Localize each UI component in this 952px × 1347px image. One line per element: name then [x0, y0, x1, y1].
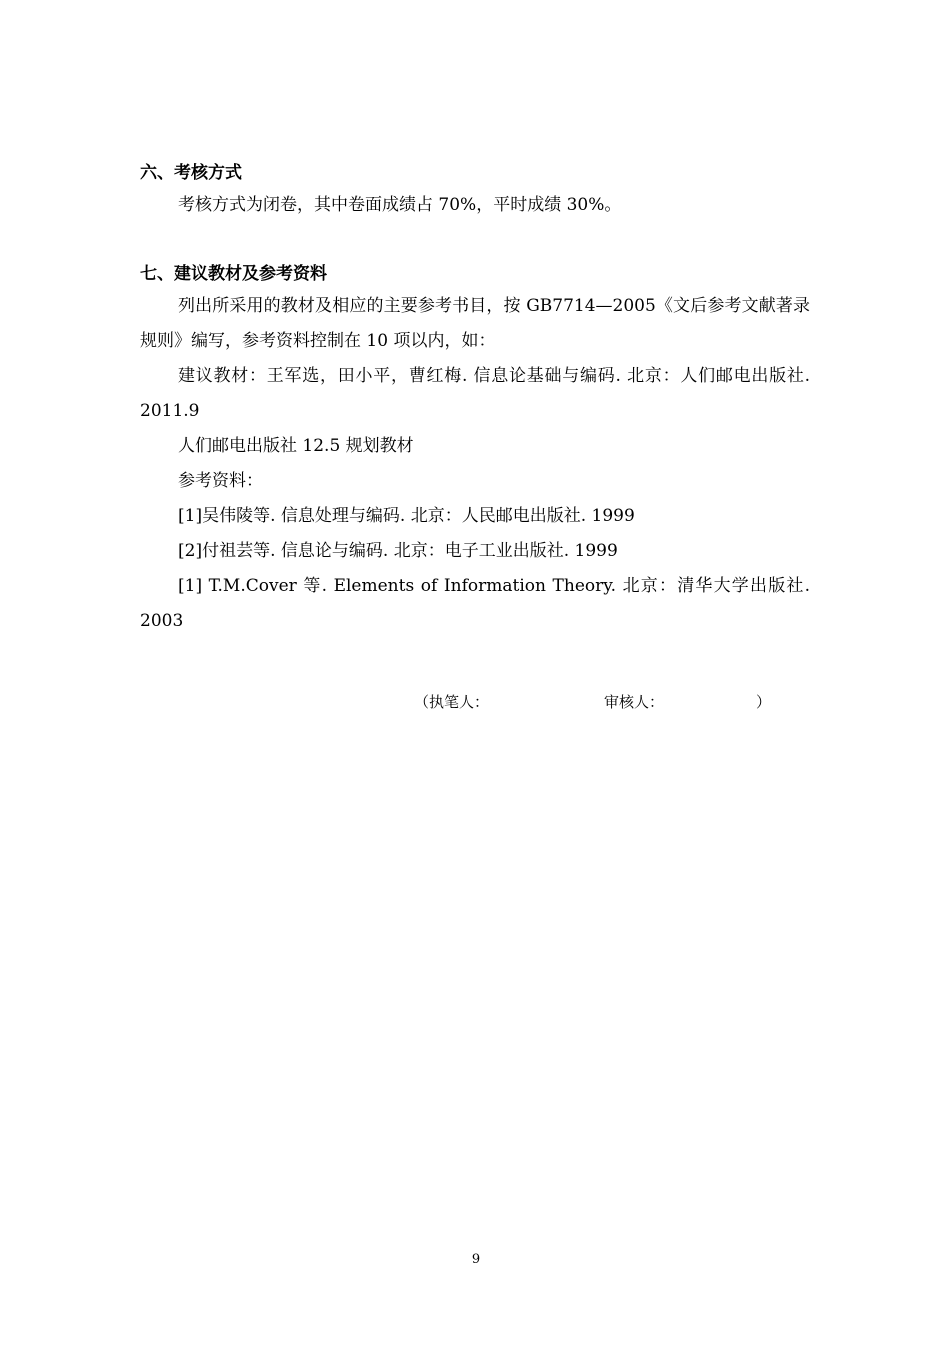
- section-6-body: 考核方式为闭卷，其中卷面成绩占 70%，平时成绩 30%。: [178, 195, 622, 215]
- reviewer-label: 审核人：: [604, 693, 665, 711]
- page-number: 9: [471, 1252, 481, 1267]
- reference-item: [1]吴伟陵等. 信息处理与编码. 北京：人民邮电出版社. 1999: [178, 506, 635, 526]
- closing-parenthesis: ）: [756, 693, 772, 711]
- author-label: （执笔人：: [414, 693, 490, 711]
- references-label: 参考资料：: [178, 471, 263, 491]
- page-content: [140, 158, 810, 639]
- section-7-heading: 七、建议教材及参考资料: [140, 264, 327, 284]
- reference-item: [2]付祖芸等. 信息论与编码. 北京：电子工业出版社. 1999: [178, 541, 618, 561]
- section-6-heading: 六、考核方式: [140, 163, 242, 183]
- section-7-intro: 列出所采用的教材及相应的主要参考书目，按 GB7714—2005《文后参考文献著录规则》编写，参考资料控制在 10 项以内，如：: [140, 296, 810, 351]
- reference-item: [1] T.M.Cover 等. Elements of Information Theory. 北京：清华大学出版社. 2003: [140, 576, 810, 631]
- textbook-note: 人们邮电出版社 12.5 规划教材: [178, 436, 414, 456]
- recommended-textbook: 建议教材：王军选，田小平，曹红梅. 信息论基础与编码. 北京：人们邮电出版社. 2011.9: [140, 366, 810, 421]
- section-gap: [140, 223, 810, 259]
- signature-line: [0, 690, 952, 714]
